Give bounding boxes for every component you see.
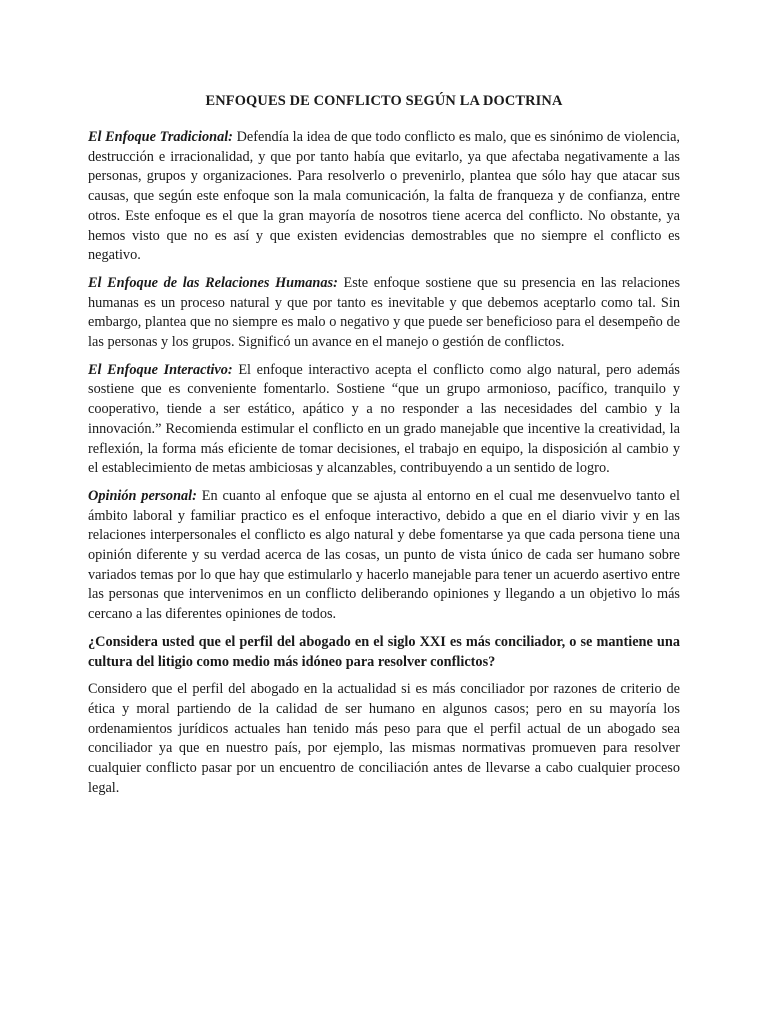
answer-paragraph: Considero que el perfil del abogado en la actualidad si es más conciliador por razones de criterio de ética y moral partiendo de la calidad de ser humano en algunos casos; pero en su mayoría los ordenamientos jurídicos actuales han tenido más peso para que el perfil actual de un abogado sea conciliador ya que en nuestro país, por ejemplo, las mismas normativas promueven para resolver cualquier conflicto pasar por un encuentro de conciliación antes de llevarse a cabo cualquier proceso legal. [88,681,680,796]
document-title: ENFOQUES DE CONFLICTO SEGÚN LA DOCTRINA [205,93,563,109]
section-text-relaciones-humanas: Este enfoque sostiene que su presencia en las relaciones humanas es un proceso natural y que por tanto es inevitable y que debemos aceptarlo como tal. Sin embargo, plantea que no siempre es malo o negativo y que puede ser beneficioso para el desempeño de las personas y los grupos. Significó un avance en el manejo o gestión de conflictos. [88,274,681,351]
section-heading-interactivo: El Enfoque Interactivo: [88,361,233,378]
paragraph-enfoque-interactivo [88,361,680,479]
section-text-interactivo: El enfoque interactivo acepta el conflicto como algo natural, pero además sostiene que es conveniente fomentarlo. Sostiene “que un grupo armonioso, pacífico, tranquilo y cooperativo, tiende a ser estático, apático y a no responder a las necesidades del cambio y la innovación.” Recomienda estimular el conflicto en un grado manejable que incentive la creatividad, la reflexión, la forma más eficiente de tomar decisiones, el trabajo en equipo, la disposición al cambio y el establecimiento de metas ambiciosas y alcanzables, contribuyendo a un sentido de logro. [88,361,680,477]
section-text-opinion: En cuanto al enfoque que se ajusta al entorno en el cual me desenvuelvo tanto el ámbito laboral y familiar practico es el enfoque interactivo, debido a que en el diario vivir y en las relaciones interpersonales el conflicto es algo natural y debe fomentarse ya que cada persona tiene una opinión diferente y su verdad acerca de las cosas, un punto de vista único de cada ser humano sobre variados temas por lo que hay que estimularlo y hacerlo manejable para tener un acuerdo asertivo entre las personas que intervenimos en un conflicto deliberando opiniones y llegando a un objetivo lo más cercano a las diferentes opiniones de todos. [88,487,680,623]
section-heading-relaciones-humanas: El Enfoque de las Relaciones Humanas: [88,274,338,291]
paragraph-enfoque-tradicional [88,128,680,266]
section-text-tradicional: Defendía la idea de que todo conflicto es malo, que es sinónimo de violencia, destrucción e irracionalidad, y que por tanto había que evitarlo, ya que afectaba negativamente a las personas, grupos y organizaciones. Para resolverlo o prevenirlo, plantea que sólo hay que atacar sus causas, que según este enfoque son la mala comunicación, la falta de franqueza y de confianza, entre otros. Este enfoque es el que la gran mayoría de nosotros tiene acerca del conflicto. No obstante, ya hemos visto que no es así y que existen evidencias demostrables que no siempre el conflicto es negativo. [88,129,680,264]
question-heading: ¿Considera usted que el perfil del abogado en el siglo XXI es más conciliador, o se mantiene una cultura del litigio como medio más idóneo para resolver conflictos? [88,633,680,670]
section-heading-opinion: Opinión personal: [88,487,197,504]
paragraph-opinion-personal [88,487,680,625]
paragraph-relaciones-humanas [88,274,680,353]
section-heading-tradicional: El Enfoque Tradicional: [88,129,233,145]
